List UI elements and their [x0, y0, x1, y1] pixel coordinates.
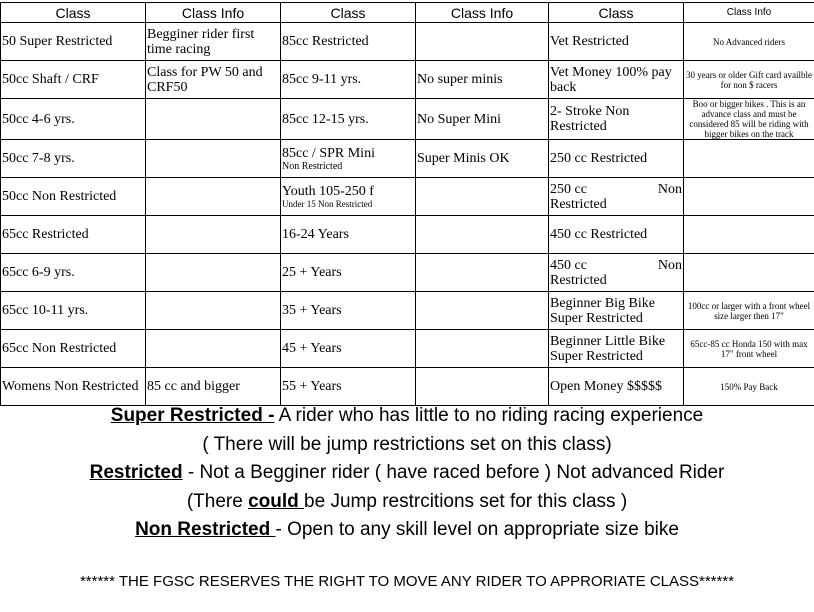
cell-right-text: Non: [657, 181, 682, 197]
table-cell: [146, 99, 281, 140]
definition-text: A rider who has little to no riding racing experience: [274, 405, 704, 426]
table-cell: [416, 368, 549, 406]
cell-main-text: 85cc / SPR Mini: [282, 145, 375, 161]
cell-main-text: 250 cc: [550, 181, 587, 197]
cell-line: [550, 258, 682, 273]
definition-note: ( There will be jump restrictions set on this class): [202, 433, 612, 455]
table-cell: [684, 216, 814, 254]
definition-line: [0, 516, 814, 545]
table-cell: [684, 254, 814, 292]
table-cell: Beginner Little Bike Super Restricted: [549, 330, 684, 368]
class-table: [0, 2, 814, 406]
class-definitions: [0, 402, 814, 545]
table-cell: No Advanced riders: [684, 23, 814, 61]
table-cell: No Super Mini: [416, 99, 549, 140]
table-cell: [416, 330, 549, 368]
cell-main-text: 450 cc: [550, 257, 587, 273]
table-row: [1, 330, 814, 368]
cell-right-text: Non: [657, 257, 682, 273]
table-cell: [416, 23, 549, 61]
cell-sub-text: Under 15 Non Restricted: [282, 199, 373, 209]
table-cell: [146, 254, 281, 292]
header-class-info: Class Info: [416, 3, 549, 23]
note-text: (There: [186, 490, 249, 512]
header-class-info: Class Info: [684, 3, 814, 23]
definition-note: [0, 488, 814, 517]
table-row: [1, 178, 814, 216]
definition-term: Restricted: [89, 462, 183, 483]
table-cell: [416, 292, 549, 330]
note-emphasis: could: [248, 490, 305, 512]
header-class: Class: [281, 3, 416, 23]
table-cell: Vet Restricted: [549, 23, 684, 61]
table-cell: Beginner Big Bike Super Restricted: [549, 292, 684, 330]
table-cell: [281, 178, 416, 216]
definition-term: Non Restricted: [135, 519, 276, 540]
table-cell: 65cc 6-9 yrs.: [1, 254, 146, 292]
cell-main-text: Youth 105-250 f: [282, 184, 374, 199]
table-cell: 50 Super Restricted: [1, 23, 146, 61]
definition-text: - Not a Begginer rider ( have raced before ) Not advanced Rider: [182, 462, 725, 483]
table-cell: 2- Stroke Non Restricted: [549, 99, 684, 140]
table-cell: 65cc Restricted: [1, 216, 146, 254]
table-cell: 65cc-85 cc Honda 150 with max 17" front wheel: [684, 330, 814, 368]
table-cell: [684, 178, 814, 216]
table-cell: [146, 216, 281, 254]
table-cell: 65cc 10-11 yrs.: [1, 292, 146, 330]
table-cell: [549, 254, 684, 292]
table-row: [1, 23, 814, 61]
table-cell: 50cc 4-6 yrs.: [1, 99, 146, 140]
cell-second-line: Restricted: [550, 272, 607, 288]
table-cell: Open Money $$$$$: [549, 368, 684, 406]
table-cell: 85 cc and bigger: [146, 368, 281, 406]
table-row: [1, 216, 814, 254]
table-cell: 35 + Years: [281, 292, 416, 330]
definition-term: Super Restricted -: [110, 405, 275, 426]
table-cell: 50cc Non Restricted: [1, 178, 146, 216]
table-cell: Class for PW 50 and CRF50: [146, 61, 281, 99]
table-cell: 55 + Years: [281, 368, 416, 406]
table-row: [1, 99, 814, 140]
table-cell: [146, 330, 281, 368]
table-row: [1, 368, 814, 406]
table-cell: [416, 178, 549, 216]
table-cell: 85cc Restricted: [281, 23, 416, 61]
table-cell: [416, 254, 549, 292]
definition-line: [0, 402, 814, 431]
table-cell: Vet Money 100% pay back: [549, 61, 684, 99]
definition-text: - Open to any skill level on appropriate size bike: [275, 519, 679, 540]
table-cell: [281, 140, 416, 178]
cell-sub-text: Non Restricted: [282, 160, 343, 172]
table-cell: 16-24 Years: [281, 216, 416, 254]
table-cell: Womens Non Restricted: [1, 368, 146, 406]
note-text: be Jump restrcitions set for this class ): [304, 490, 628, 512]
table-cell: 100cc or larger with a front wheel size larger then 17": [684, 292, 814, 330]
table-cell: Boo or bigger bikes . This is an advance class and must be considered 85 will be riding with bigger bikes on the track: [684, 99, 814, 140]
table-cell: Super Minis OK: [416, 140, 549, 178]
definition-line: [0, 459, 814, 488]
table-cell: [146, 292, 281, 330]
table-cell: 450 cc Restricted: [549, 216, 684, 254]
table-cell: [146, 178, 281, 216]
table-cell: 45 + Years: [281, 330, 416, 368]
footer-notice: ****** THE FGSC RESERVES THE RIGHT TO MOVE ANY RIDER TO APPRORIATE CLASS******: [79, 573, 735, 590]
table-cell: 65cc Non Restricted: [1, 330, 146, 368]
header-class-info: Class Info: [146, 3, 281, 23]
table-row: [1, 254, 814, 292]
cell-second-line: Restricted: [550, 196, 607, 212]
table-cell: Begginer rider first time racing: [146, 23, 281, 61]
table-cell: 250 cc Restricted: [549, 140, 684, 178]
table-cell: [416, 216, 549, 254]
header-class: Class: [549, 3, 684, 23]
table-cell: No super minis: [416, 61, 549, 99]
table-cell: [146, 140, 281, 178]
table-cell: 30 years or older Gift card availble for non $ racers: [684, 61, 814, 99]
table-cell: 50cc 7-8 yrs.: [1, 140, 146, 178]
table-header-row: [1, 3, 814, 23]
table-cell: [684, 140, 814, 178]
table-row: [1, 292, 814, 330]
cell-line: [550, 182, 682, 197]
table-row: [1, 61, 814, 99]
table-cell: 50cc Shaft / CRF: [1, 61, 146, 99]
table-cell: 150% Pay Back: [684, 368, 814, 406]
table-cell: 85cc 9-11 yrs.: [281, 61, 416, 99]
header-class: Class: [1, 3, 146, 23]
table-cell: 85cc 12-15 yrs.: [281, 99, 416, 140]
table-cell: [549, 178, 684, 216]
table-row: [1, 140, 814, 178]
table-cell: 25 + Years: [281, 254, 416, 292]
